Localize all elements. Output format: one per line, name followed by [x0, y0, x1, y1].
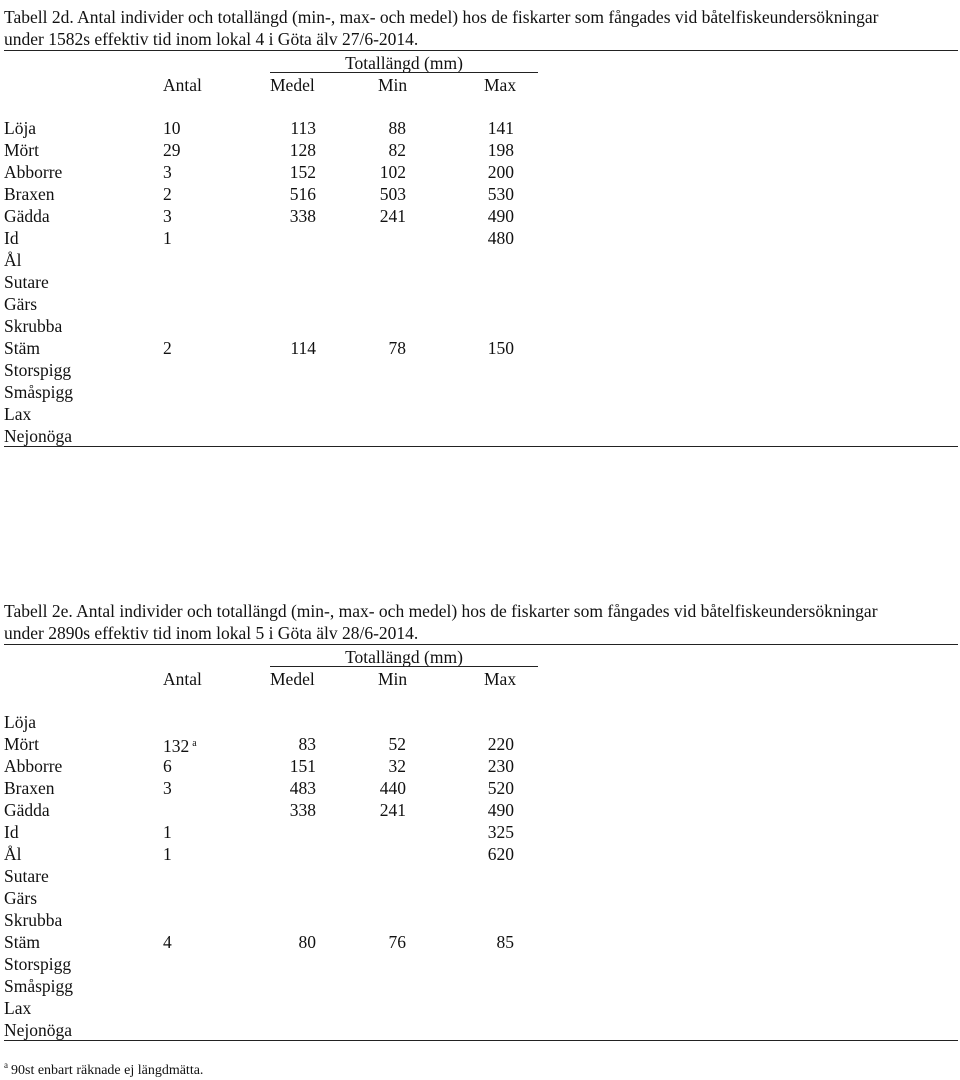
cell-species: Mört [4, 734, 39, 754]
table-row [0, 799, 960, 821]
table-bottom-rule [4, 1040, 958, 1041]
table-row [0, 865, 960, 887]
cell-species: Småspigg [4, 382, 74, 402]
table-row [0, 909, 960, 931]
table-row [0, 777, 960, 799]
cell-species: Braxen [4, 184, 55, 204]
table-bottom-rule [4, 446, 958, 447]
cell-species: Ål [4, 844, 22, 864]
table-2e-caption [4, 600, 954, 644]
table-row [0, 755, 960, 777]
caption-line: Tabell 2d. Antal individer och totallängd (min-, max- och medel) hos de fiskarter som fångades vid båtelfiskeundersökningar [4, 7, 879, 27]
cell-medel: 152 [289, 162, 316, 182]
table-row [0, 887, 960, 909]
cell-species: Storspigg [4, 954, 72, 974]
cell-antal: 29 [163, 140, 181, 160]
cell-antal: 4 [163, 932, 172, 952]
col-header-medel: Medel [270, 669, 315, 689]
cell-max: 150 [487, 338, 514, 358]
cell-antal: 3 [163, 778, 172, 798]
cell-max: 620 [487, 844, 514, 864]
cell-species: Sutare [4, 272, 49, 292]
table-row [0, 997, 960, 1019]
col-header-max: Max [484, 669, 517, 689]
cell-max: 520 [487, 778, 514, 798]
table-row [0, 359, 960, 381]
col-header-min: Min [378, 669, 408, 689]
col-header-max: Max [484, 75, 517, 95]
cell-antal: 3 [163, 206, 172, 226]
cell-species: Ål [4, 250, 22, 270]
cell-medel: 338 [289, 206, 316, 226]
caption-line: Tabell 2e. Antal individer och totallängd (min-, max- och medel) hos de fiskarter som fångades vid båtelfiskeundersökningar [4, 601, 878, 621]
cell-species: Gädda [4, 206, 50, 226]
table-row [0, 249, 960, 271]
table-row [0, 931, 960, 953]
cell-medel: 114 [290, 338, 316, 358]
cell-min: 52 [388, 734, 406, 754]
table-top-rule [4, 50, 958, 51]
footnote-ref: a [192, 738, 197, 749]
table-row [0, 843, 960, 865]
table-row [0, 227, 960, 249]
cell-medel: 113 [290, 118, 316, 138]
span-header: Totallängd (mm) [345, 647, 463, 667]
cell-species: Storspigg [4, 360, 72, 380]
cell-species: Mört [4, 140, 39, 160]
cell-max: 85 [496, 932, 514, 952]
footnote-text: 90st enbart räknade ej längdmätta. [11, 1063, 204, 1078]
table-row [0, 161, 960, 183]
cell-max: 198 [487, 140, 514, 160]
cell-min: 503 [379, 184, 406, 204]
cell-antal: 2 [163, 184, 172, 204]
cell-min: 32 [388, 756, 406, 776]
cell-species: Gärs [4, 294, 38, 314]
table-row [0, 821, 960, 843]
cell-species: Id [4, 822, 19, 842]
table-row [0, 139, 960, 161]
cell-medel: 483 [289, 778, 316, 798]
cell-max: 490 [487, 206, 514, 226]
span-header: Totallängd (mm) [345, 53, 463, 73]
table-row [0, 403, 960, 425]
cell-species: Nejonöga [4, 1020, 73, 1040]
cell-max: 530 [487, 184, 514, 204]
cell-species: Skrubba [4, 316, 63, 336]
cell-medel: 338 [289, 800, 316, 820]
cell-max: 325 [487, 822, 514, 842]
cell-max: 220 [487, 734, 514, 754]
cell-max: 480 [487, 228, 514, 248]
caption-line: under 1582s effektiv tid inom lokal 4 i Göta älv 27/6-2014. [4, 29, 419, 49]
col-header-min: Min [378, 75, 408, 95]
cell-antal: 6 [163, 756, 172, 776]
cell-medel: 128 [289, 140, 316, 160]
cell-species: Lax [4, 404, 32, 424]
cell-medel: 83 [298, 734, 316, 754]
table-row [0, 337, 960, 359]
cell-min: 241 [379, 800, 406, 820]
cell-min: 102 [379, 162, 406, 182]
cell-species: Stäm [4, 338, 40, 358]
cell-species: Löja [4, 118, 37, 138]
table-row [0, 293, 960, 315]
table-row [0, 183, 960, 205]
cell-species: Id [4, 228, 19, 248]
cell-antal: 10 [163, 118, 181, 138]
cell-species: Nejonöga [4, 426, 73, 446]
table-row [0, 271, 960, 293]
cell-species: Gädda [4, 800, 50, 820]
cell-species: Lax [4, 998, 32, 1018]
cell-max: 490 [487, 800, 514, 820]
cell-species: Löja [4, 712, 37, 732]
cell-max: 141 [487, 118, 514, 138]
cell-species: Skrubba [4, 910, 63, 930]
cell-min: 241 [379, 206, 406, 226]
cell-antal: 1 [163, 228, 172, 248]
cell-antal: 132 $^a$ [163, 736, 197, 756]
cell-min: 88 [388, 118, 406, 138]
cell-max: 230 [487, 756, 514, 776]
cell-antal: 2 [163, 338, 172, 358]
cell-species: Abborre [4, 162, 63, 182]
cell-species: Sutare [4, 866, 49, 886]
table-row [0, 975, 960, 997]
table-row [0, 205, 960, 227]
table-row [0, 953, 960, 975]
cell-min: 76 [388, 932, 406, 952]
table-2d-caption [4, 6, 954, 50]
footnote-marker: a [4, 1060, 8, 1070]
table-row [0, 425, 960, 447]
cell-species: Braxen [4, 778, 55, 798]
footnote [4, 1056, 203, 1080]
cell-antal: 1 [163, 844, 172, 864]
table-row [0, 1019, 960, 1041]
cell-medel: 516 [289, 184, 316, 204]
table-row [0, 711, 960, 733]
cell-species: Gärs [4, 888, 38, 908]
cell-min: 78 [388, 338, 406, 358]
cell-species: Abborre [4, 756, 63, 776]
caption-line: under 2890s effektiv tid inom lokal 5 i Göta älv 28/6-2014. [4, 623, 419, 643]
table-row [0, 117, 960, 139]
cell-species: Stäm [4, 932, 40, 952]
col-header-medel: Medel [270, 75, 315, 95]
span-header-rule [270, 666, 538, 667]
cell-medel: 80 [298, 932, 316, 952]
col-header-antal: Antal [163, 669, 202, 689]
cell-min: 82 [388, 140, 406, 160]
table-row [0, 733, 960, 755]
cell-species: Småspigg [4, 976, 74, 996]
cell-max: 200 [487, 162, 514, 182]
cell-antal: 1 [163, 822, 172, 842]
table-top-rule [4, 644, 958, 645]
table-row [0, 381, 960, 403]
table-row [0, 315, 960, 337]
cell-min: 440 [379, 778, 406, 798]
cell-antal: 3 [163, 162, 172, 182]
col-header-antal: Antal [163, 75, 202, 95]
cell-medel: 151 [289, 756, 316, 776]
span-header-rule [270, 72, 538, 73]
